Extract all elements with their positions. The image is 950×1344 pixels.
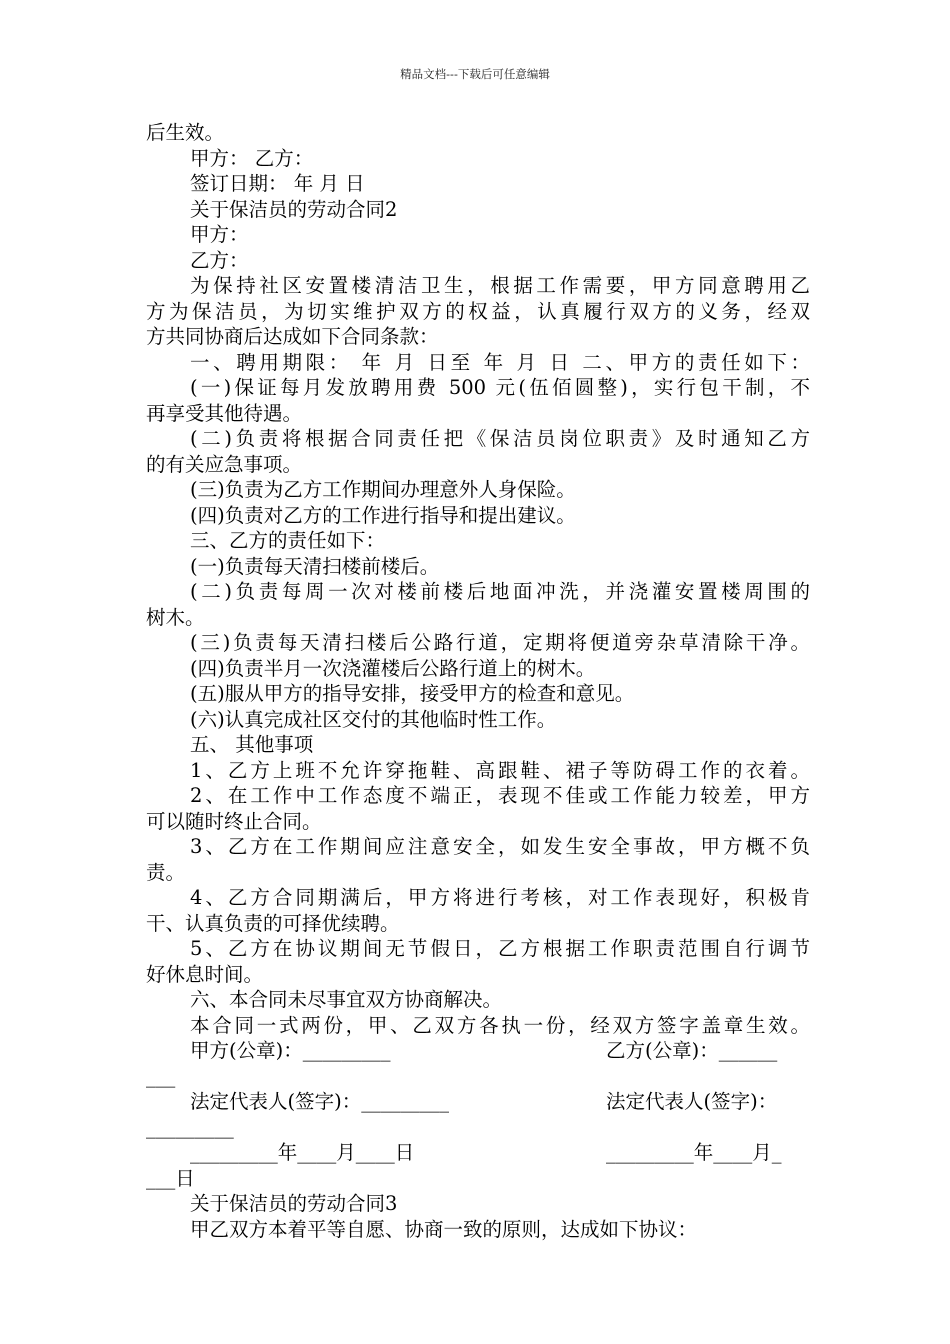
text-line: 3、乙方在工作期间应注意安全，如发生安全事故，甲方概不负 [190, 835, 810, 858]
text-line: 为保持社区安置楼清洁卫生，根据工作需要，甲方同意聘用乙 [190, 274, 810, 297]
document-body [146, 120, 810, 1242]
party-b-seal: 乙方(公章)：______ [606, 1039, 778, 1062]
text-line: 甲方： 乙方： [190, 146, 314, 170]
text-line: (一)保证每月发放聘用费 500 元(伍佰圆整)，实行包干制，不 [190, 376, 810, 399]
text-line: (五)服从甲方的指导安排，接受甲方的检查和意见。 [190, 682, 635, 705]
text-line: (三)负责每天清扫楼后公路行道，定期将便道旁杂草清除干净。 [190, 631, 810, 654]
text-line: 五、 其他事项 [190, 733, 314, 756]
text-line: (一)负责每天清扫楼前楼后。 [190, 554, 440, 578]
signature-row-seal-cont: ___ [146, 1064, 176, 1088]
tail-text-lines [146, 1191, 810, 1242]
text-line: 六、本合同未尽事宜双方协商解决。 [190, 988, 503, 1011]
party-b-representative: 法定代表人(签字)： [606, 1090, 778, 1113]
text-line: 后生效。 [146, 121, 225, 144]
text-line: 本合同一式两份，甲、乙双方各执一份，经双方签字盖章生效。 [190, 1013, 810, 1037]
text-line: (六)认真完成社区交付的其他临时性工作。 [190, 707, 557, 731]
page-header: 精品文档---下载后可任意编辑 [400, 67, 550, 81]
text-line: 甲方： [190, 223, 249, 246]
text-line: 一、聘用期限： 年 月 日至 年 月 日 二、甲方的责任如下： [190, 350, 810, 374]
text-line: 关于保洁员的劳动合同2 [190, 197, 398, 221]
text-line: 方为保洁员，为切实维护双方的权益，认真履行双方的义务，经双 [146, 299, 810, 323]
party-a-date: _________年____月____日 [190, 1141, 415, 1164]
text-line: 2、在工作中工作态度不端正，表现不佳或工作能力较差，甲方 [190, 784, 810, 807]
text-line: 干、认真负责的可择优续聘。 [146, 911, 400, 935]
text-line: 树木。 [146, 605, 205, 629]
text-line: 甲乙双方本着平等自愿、协商一致的原则，达成如下协议： [190, 1217, 698, 1241]
text-line: (二)负责将根据合同责任把《保洁员岗位职责》及时通知乙方 [190, 427, 810, 450]
text-line: 4、乙方合同期满后，甲方将进行考核，对工作表现好，积极肯 [190, 886, 810, 909]
text-line: (二)负责每周一次对楼前楼后地面冲洗，并浇灌安置楼周围的 [190, 580, 810, 603]
main-text-lines [146, 120, 810, 1038]
text-line: (四)负责半月一次浇灌楼后公路行道上的树木。 [190, 656, 596, 680]
text-line: 再享受其他待遇。 [146, 401, 303, 425]
text-line: 方共同协商后达成如下合同条款： [146, 325, 439, 348]
signature-row-date-cont: ___日 [146, 1166, 195, 1190]
text-line: 责。 [146, 860, 186, 884]
text-line: 关于保洁员的劳动合同3 [190, 1192, 398, 1215]
text-line: 好休息时间。 [146, 962, 264, 986]
text-line: 三、乙方的责任如下： [190, 529, 386, 552]
signature-row-representative [146, 1089, 810, 1115]
text-line: 的有关应急事项。 [146, 452, 303, 476]
signature-row-representative-cont: _________ [146, 1115, 234, 1139]
text-line: 1、乙方上班不允许穿拖鞋、高跟鞋、裙子等防碍工作的衣着。 [190, 758, 810, 782]
text-line: 签订日期： 年 月 日 [190, 172, 365, 195]
party-a-representative: 法定代表人(签字)：_________ [190, 1090, 449, 1113]
party-a-seal: 甲方(公章)：_________ [190, 1039, 391, 1062]
text-line: 乙方： [190, 248, 249, 272]
party-b-date: _________年____月_ [606, 1141, 782, 1164]
text-line: 5、乙方在协议期间无节假日，乙方根据工作职责范围自行调节 [190, 937, 810, 960]
signature-row-seal [146, 1038, 810, 1064]
text-line: (四)负责对乙方的工作进行指导和提出建议。 [190, 503, 576, 527]
text-line: (三)负责为乙方工作期间办理意外人身保险。 [190, 478, 576, 501]
signature-row-date [146, 1140, 810, 1166]
text-line: 可以随时终止合同。 [146, 809, 322, 833]
